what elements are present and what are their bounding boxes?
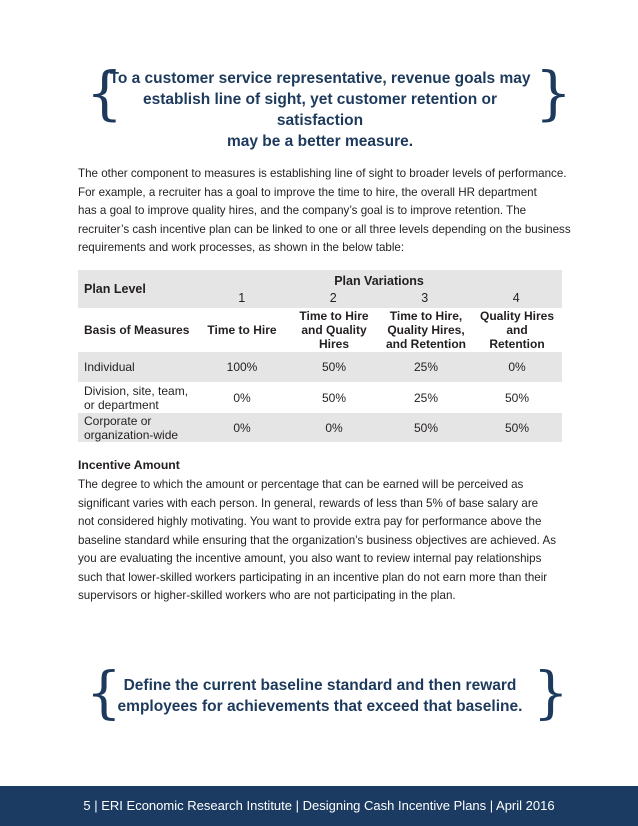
plan-variations-title: Plan Variations xyxy=(334,273,424,288)
row-value: 25% xyxy=(380,352,472,382)
intro-paragraph xyxy=(78,165,571,258)
basis-text: and Quality xyxy=(301,323,367,337)
incentive-paragraph xyxy=(78,476,568,606)
basis-cell xyxy=(196,308,288,352)
basis-text: Time to Hire xyxy=(299,309,369,323)
callout-bottom-line: employees for achievements that exceed that baseline. xyxy=(117,698,523,715)
basis-text: Hires xyxy=(318,337,350,351)
basis-text: Quality Hires, xyxy=(387,323,465,337)
basis-text: and Retention xyxy=(489,323,545,351)
table-row xyxy=(78,352,562,382)
plan-variations-table xyxy=(78,270,562,442)
row-value: 0% xyxy=(472,352,562,382)
basis-cell xyxy=(288,308,380,352)
basis-row xyxy=(78,308,562,352)
paragraph-line: The other component to measures is establishing line of sight to broader levels of performance. xyxy=(78,167,567,180)
variation-number: 4 xyxy=(512,290,520,305)
callout-top-line: To a customer service representative, revenue goals may xyxy=(109,70,531,87)
paragraph-line: recruiter’s cash incentive plan can be linked to one or all three levels depending on the business xyxy=(78,222,571,236)
row-level-text: Corporate or xyxy=(84,413,152,428)
left-brace-icon: { xyxy=(86,661,122,726)
row-level-text: organization-wide xyxy=(84,427,179,442)
callout-bottom-text xyxy=(110,675,530,717)
paragraph-line: supervisors or higher-skilled workers who are not participating in the plan. xyxy=(78,589,456,602)
callout-top-line: establish line of sight, yet customer retention or satisfaction xyxy=(143,91,497,129)
callout-top-text xyxy=(100,68,540,152)
row-value: 50% xyxy=(380,413,472,442)
row-level xyxy=(78,352,196,382)
paragraph-line: The degree to which the amount or percentage that can be earned will be perceived as xyxy=(78,478,524,491)
basis-cell xyxy=(380,308,472,352)
paragraph-line: For example, a recruiter has a goal to improve the time to hire, the overall HR department xyxy=(78,185,537,199)
right-brace-icon: } xyxy=(533,661,569,726)
table-row xyxy=(78,382,562,413)
callout-bottom-line: Define the current baseline standard and then reward xyxy=(123,677,517,694)
paragraph-line: such that lower-skilled workers participating in an incentive plan do not earn more than their xyxy=(78,570,548,584)
variation-number: 1 xyxy=(238,290,246,305)
basis-text: Time to Hire, xyxy=(389,309,463,323)
row-value: 50% xyxy=(472,413,562,442)
incentive-amount-heading: Incentive Amount xyxy=(78,458,180,472)
plan-level-header: Plan Level xyxy=(78,270,196,308)
paragraph-line: significant varies with each person. In general, rewards of less than 5% of base salary are xyxy=(78,496,539,510)
page-footer xyxy=(0,786,638,826)
callout-top-line: may be a better measure. xyxy=(226,133,414,150)
row-level xyxy=(78,413,196,442)
row-value: 100% xyxy=(196,352,288,382)
basis-text: Quality Hires xyxy=(479,309,555,323)
row-level-text: Individual xyxy=(84,360,135,374)
row-value: 0% xyxy=(288,413,380,442)
basis-text: and Retention xyxy=(386,337,466,351)
row-value: 50% xyxy=(321,390,347,405)
paragraph-line: baseline standard while ensuring that the organization’s business objectives are achieved. As xyxy=(78,533,557,547)
paragraph-line: you are evaluating the incentive amount, you also want to review internal pay relationships xyxy=(78,552,542,565)
row-value: 0% xyxy=(196,413,288,442)
plan-variations-header xyxy=(196,270,562,308)
variation-number-row xyxy=(196,290,562,307)
table-row xyxy=(78,413,562,442)
footer-text: 5 | ERI Economic Research Institute | Designing Cash Incentive Plans | April 2016 xyxy=(83,798,555,813)
paragraph-line: requirements and work processes, as shown in the below table: xyxy=(78,241,405,254)
row-value: 0% xyxy=(233,390,251,405)
basis-text: Time to Hire xyxy=(207,323,277,337)
left-brace-icon: { xyxy=(86,59,123,127)
row-level-text: or department xyxy=(84,397,159,412)
paragraph-line: has a goal to improve quality hires, and the company’s goal is to improve retention. The xyxy=(78,204,527,217)
row-value: 50% xyxy=(288,352,380,382)
basis-label: Basis of Measures xyxy=(84,323,190,337)
paragraph-line: not considered highly motivating. You want to provide extra pay for performance above the xyxy=(78,515,542,528)
row-value: 50% xyxy=(504,390,530,405)
right-brace-icon: } xyxy=(535,59,572,127)
row-value: 25% xyxy=(413,390,439,405)
variation-number: 3 xyxy=(421,290,429,305)
callout-top xyxy=(0,59,638,150)
variation-number: 2 xyxy=(329,290,337,305)
basis-cell xyxy=(472,308,562,352)
row-level-text: Division, site, team, xyxy=(84,383,189,398)
callout-bottom xyxy=(0,661,638,726)
row-level xyxy=(78,382,196,413)
